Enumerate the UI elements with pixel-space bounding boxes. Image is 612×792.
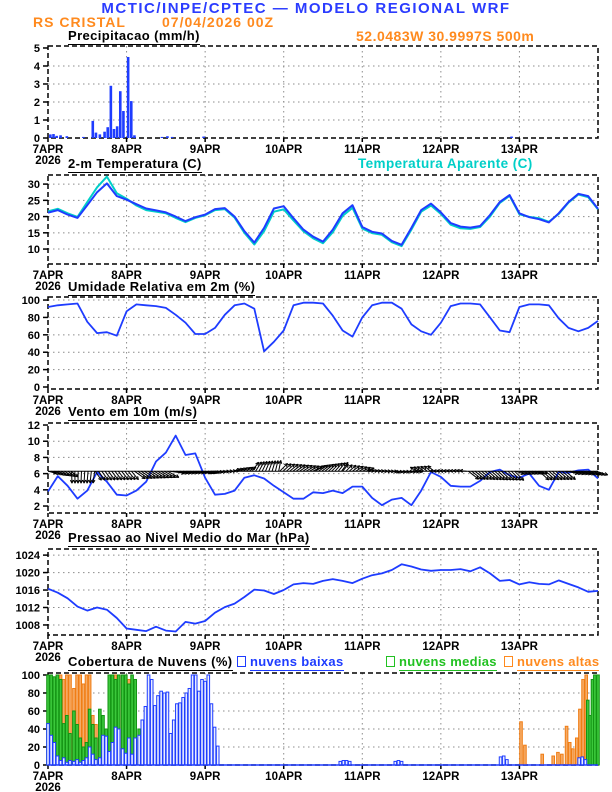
svg-text:7APR: 7APR xyxy=(32,771,64,783)
precip-bar xyxy=(127,57,130,138)
svg-text:1: 1 xyxy=(33,114,40,127)
precip-bar xyxy=(171,137,174,138)
svg-text:8APR: 8APR xyxy=(111,395,142,407)
svg-text:7APR: 7APR xyxy=(32,144,64,156)
svg-text:40: 40 xyxy=(27,347,40,360)
precip-bar xyxy=(52,134,55,138)
svg-text:2026: 2026 xyxy=(35,281,61,293)
svg-text:60: 60 xyxy=(27,705,40,718)
svg-text:10APR: 10APR xyxy=(265,641,303,653)
svg-text:10: 10 xyxy=(27,244,40,257)
svg-text:2026: 2026 xyxy=(35,155,61,167)
svg-text:4: 4 xyxy=(33,484,40,497)
svg-text:12: 12 xyxy=(27,420,40,433)
legend-item-mid-clouds xyxy=(386,655,497,669)
precip-plot xyxy=(33,43,598,167)
precip-bar xyxy=(161,137,164,138)
svg-text:7APR: 7APR xyxy=(32,270,64,282)
svg-text:0: 0 xyxy=(33,382,40,394)
svg-text:4: 4 xyxy=(33,60,40,73)
svg-text:2026: 2026 xyxy=(35,782,61,792)
precip-bar xyxy=(91,121,94,138)
svg-text:13APR: 13APR xyxy=(500,144,538,156)
svg-text:7APR: 7APR xyxy=(32,519,64,531)
svg-text:100: 100 xyxy=(21,669,40,682)
svg-text:2026: 2026 xyxy=(35,652,61,664)
svg-text:10: 10 xyxy=(27,436,40,449)
panel-title-precipitation: Precipitacao (mm/h) xyxy=(68,29,200,45)
panel-title-humidity: Umidade Relativa em 2m (%) xyxy=(68,280,255,296)
precip-bar xyxy=(103,132,106,138)
wind-plot xyxy=(28,420,608,542)
svg-text:10APR: 10APR xyxy=(265,395,303,407)
svg-text:10APR: 10APR xyxy=(265,519,303,531)
svg-text:40: 40 xyxy=(27,723,40,736)
svg-text:12APR: 12APR xyxy=(422,395,460,407)
precip-bar xyxy=(202,137,205,138)
svg-text:60: 60 xyxy=(27,329,40,342)
station-coordinates: 52.0483W 30.9997S 500m xyxy=(356,28,535,44)
precip-bar xyxy=(110,86,113,138)
panel-title-clouds: Cobertura de Nuvens (%) xyxy=(68,655,233,671)
svg-text:13APR: 13APR xyxy=(500,519,538,531)
svg-text:9APR: 9APR xyxy=(189,144,221,156)
svg-text:13APR: 13APR xyxy=(500,395,538,407)
series-Temperatura-Aparente xyxy=(48,177,598,247)
precip-bar xyxy=(119,91,122,138)
svg-text:80: 80 xyxy=(27,312,40,325)
page-title: MCTIC/INPE/CPTEC — MODELO REGIONAL WRF xyxy=(101,0,511,17)
svg-text:5: 5 xyxy=(33,42,40,55)
panel-title-pressure: Pressao ao Nivel Medio do Mar (hPa) xyxy=(68,531,310,547)
series-Umidade-Relativa xyxy=(48,303,598,352)
precip-bar xyxy=(113,129,116,138)
svg-text:20: 20 xyxy=(27,364,40,377)
svg-text:12APR: 12APR xyxy=(422,771,460,783)
svg-text:9APR: 9APR xyxy=(189,395,221,407)
precip-bar xyxy=(116,126,119,138)
humidity-plot xyxy=(22,295,598,418)
svg-text:10APR: 10APR xyxy=(265,771,303,783)
series-Pressao xyxy=(48,564,598,631)
precip-bar xyxy=(66,136,69,138)
svg-text:13APR: 13APR xyxy=(500,771,538,783)
pressure-plot xyxy=(16,549,598,664)
svg-text:1016: 1016 xyxy=(15,585,40,598)
svg-text:6: 6 xyxy=(33,468,40,481)
svg-text:1012: 1012 xyxy=(15,602,40,615)
svg-text:10APR: 10APR xyxy=(265,144,303,156)
svg-text:11APR: 11APR xyxy=(344,144,381,156)
mid-clouds-swatch-icon xyxy=(386,656,395,667)
svg-text:15: 15 xyxy=(27,227,40,240)
svg-text:30: 30 xyxy=(27,179,40,192)
svg-text:9APR: 9APR xyxy=(189,771,221,783)
svg-text:2: 2 xyxy=(33,501,40,514)
svg-text:7APR: 7APR xyxy=(32,395,64,407)
precip-bar xyxy=(166,136,169,138)
precip-bar xyxy=(133,135,136,138)
svg-text:1024: 1024 xyxy=(15,550,40,563)
svg-text:8: 8 xyxy=(33,452,40,465)
svg-text:12APR: 12APR xyxy=(422,270,460,282)
svg-text:20: 20 xyxy=(27,211,40,224)
svg-text:11APR: 11APR xyxy=(344,771,381,783)
precip-bar xyxy=(106,127,109,138)
precip-bar xyxy=(49,134,52,138)
svg-text:11APR: 11APR xyxy=(344,395,381,407)
svg-text:2026: 2026 xyxy=(35,406,61,418)
svg-text:8APR: 8APR xyxy=(111,519,142,531)
svg-text:10APR: 10APR xyxy=(265,270,303,282)
wind-vectors xyxy=(48,460,608,483)
svg-text:80: 80 xyxy=(27,687,40,700)
precip-bar xyxy=(82,137,85,138)
svg-text:2: 2 xyxy=(33,96,40,109)
svg-text:12APR: 12APR xyxy=(422,144,460,156)
svg-text:8APR: 8APR xyxy=(111,270,142,282)
high-clouds-swatch-icon xyxy=(504,656,513,667)
precip-bar xyxy=(95,133,98,138)
svg-text:8APR: 8APR xyxy=(111,641,142,653)
svg-text:11APR: 11APR xyxy=(344,270,381,282)
svg-text:9APR: 9APR xyxy=(189,519,221,531)
station-name: RS CRISTAL xyxy=(33,14,126,30)
panel-title-wind: Vento em 10m (m/s) xyxy=(68,405,197,421)
svg-text:20: 20 xyxy=(27,741,40,754)
svg-text:25: 25 xyxy=(27,195,40,208)
svg-text:13APR: 13APR xyxy=(500,270,538,282)
precip-bar xyxy=(55,136,58,138)
svg-text:100: 100 xyxy=(21,295,40,308)
svg-text:1020: 1020 xyxy=(15,567,40,580)
svg-text:0: 0 xyxy=(33,133,40,145)
svg-text:13APR: 13APR xyxy=(500,641,538,653)
apparent-temperature-label: Temperatura Aparente (C) xyxy=(358,156,533,171)
precip-bar xyxy=(122,111,125,138)
svg-text:8APR: 8APR xyxy=(111,771,142,783)
legend-label: nuvens baixas xyxy=(250,654,344,669)
temp-plot xyxy=(28,175,598,293)
precip-bar xyxy=(99,134,102,138)
svg-text:2026: 2026 xyxy=(35,530,61,542)
svg-text:11APR: 11APR xyxy=(344,641,381,653)
svg-text:9APR: 9APR xyxy=(189,270,221,282)
legend-item-low-clouds xyxy=(237,655,344,669)
low-clouds-swatch-icon xyxy=(237,656,246,667)
svg-text:1008: 1008 xyxy=(15,619,40,632)
legend-item-high-clouds xyxy=(504,655,599,669)
legend-label: nuvens medias xyxy=(399,654,497,669)
svg-text:9APR: 9APR xyxy=(189,641,221,653)
svg-text:12APR: 12APR xyxy=(422,641,460,653)
svg-text:7APR: 7APR xyxy=(32,641,64,653)
svg-text:3: 3 xyxy=(33,78,40,91)
precip-bar xyxy=(130,101,133,138)
svg-text:12APR: 12APR xyxy=(422,519,460,531)
precip-bar xyxy=(59,135,62,138)
svg-text:8APR: 8APR xyxy=(111,144,142,156)
svg-text:0: 0 xyxy=(33,760,40,772)
series-2-m-Temperatura xyxy=(48,183,598,244)
legend-label: nuvens altas xyxy=(517,654,600,669)
precip-bar xyxy=(510,137,513,138)
panel-title-temperature: 2-m Temperatura (C) xyxy=(68,157,202,173)
clouds-plot xyxy=(22,670,600,792)
svg-text:11APR: 11APR xyxy=(344,519,381,531)
model-run-datetime: 07/04/2026 00Z xyxy=(162,14,275,30)
